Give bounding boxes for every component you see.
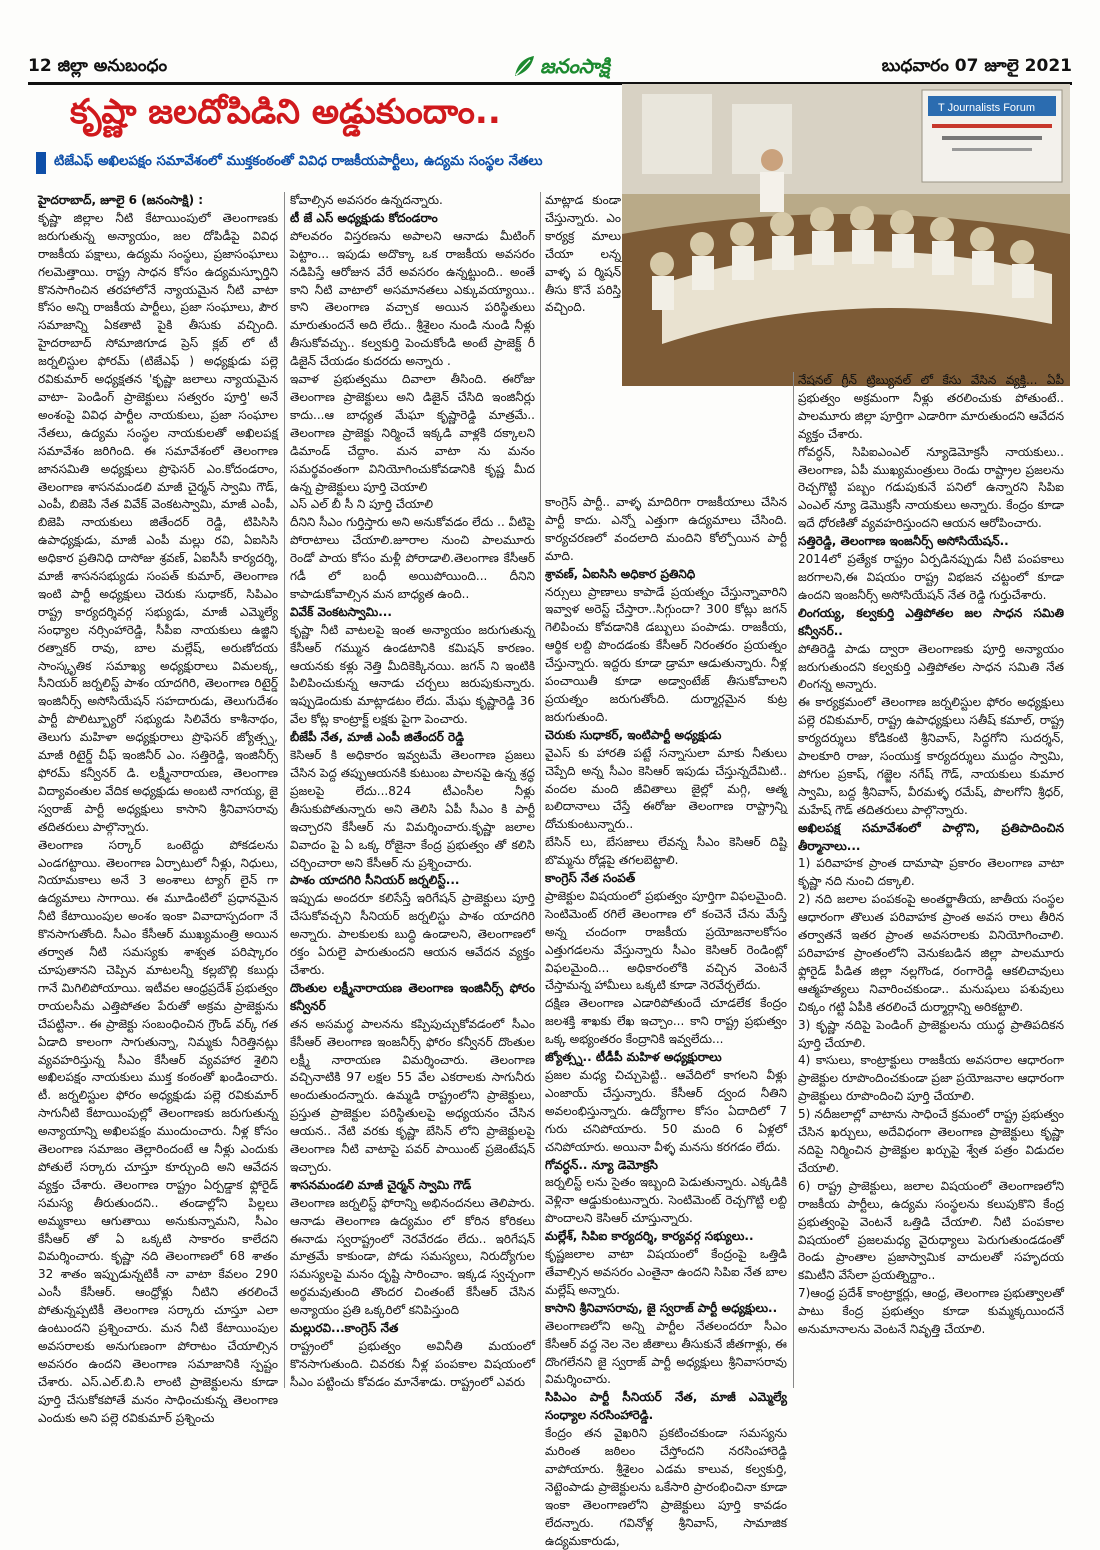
section-heading: హైదరాబాద్, జూలై 6 (జనంసాక్షి) :: [38, 193, 204, 207]
section-heading: లింగయ్య, కల్వకుర్తి ఎత్తిపోతల జల సాధన సమితి కన్వీనర్..: [798, 605, 1064, 638]
column-3: [545, 494, 787, 1548]
paragraph: ఇవాళ ప్రభుత్వము దివాలా తీసింది. ఈరోజు తెలంగాణ ప్రాజెక్టులు అని డిజైన్ చేసిది ఇంజినీర్లు కాదు...ఆ బాధ్యత మేఘా కృష్ణారెడ్డి మాత్రమే.. తెలంగాణ ప్రాజెక్టు నిర్మించే ఇక్కడి వాళ్లకి దక్కాలని డిమాండ్ చేద్దాం. మన వాటా ను మనం సమర్థవంతంగా వినియోగించుకోవడానికి కృష్ణ మీద ఉన్న ప్రాజెక్టులు పూర్తి చెయాలి: [290, 372, 535, 494]
section-heading: దొంతుల లక్ష్మీనారాయణ తెలంగాణ ఇంజినీర్స్ ఫోరం కన్వీనర్: [290, 980, 535, 1013]
column-divider: [284, 192, 285, 1388]
paragraph: కోవాల్సిన అవసరం ఉన్నదన్నారు.: [290, 193, 443, 207]
paragraph: తెలంగాణ సర్కార్ ఒంటెద్దు పోకడలను ఎండగట్టాయి. తెలంగాణ ఏర్పాటులో నీళ్లు, నిధులు, నియామకాలు అనే 3 అంశాలు ట్యాగ్ లైన్ గా ఉద్యమాలు సాగాయి. ఈ మూడింటిలో ప్రధానమైన నీటి కేటాయింపుల అంశం ఇంకా వివాదాస్పదంగా నే కొనసాగుతోంది. సీఎం కేసీఆర్ ముఖ్యమంత్రి అయిన తర్వాత నీటి సమస్యకు శాశ్వత పరిష్కారం చూపుతానని చెప్పిన మాటలన్నీ కల్లబొల్లి కబుర్లు గానే మిగిలిపోయాయి. ఇటీవల ఆంధ్రప్రదేశ్ ప్రభుత్వం రాయలసీమ ఎత్తిపోతల పేరుతో అక్రమ ప్రాజెక్టును చేపట్టినా.. ఈ ప్రాజెక్టు సంబంధించిన గ్రౌండ్ వర్క్ గత ఏడాది కాలంగా సాగుతున్నా, నిమ్మకు నీరెత్తినట్లు వ్యవహరిస్తున్న సీఎం కేసీఆర్ వ్యవహార శైలిని అఖిలపక్షం నాయకులు ముక్త కంఠంతో ఖండించారు. టీ. జర్నలిస్టుల ఫోరం అధ్యక్షుడు పల్లె రవికుమార్ సాగునీటి కేటాయింపుల్లో తెలంగాణకు జరుగుతున్న అన్యాయాన్ని అఖిలపక్షం ముందుంచారు. నీళ్ల కోసం తెలంగాణ సమాజం తెల్లారిందంటే ఆ నీళ్లు ఎందుకు పోతులే సర్కారు చూస్తూ కూర్చుంది అని ఆవేదన వ్యక్తం చేశారు. తెలంగాణ రాష్ట్రం ఏర్పడ్డాక ఫ్లోరైడ్ సమస్య తీరుతుందని.. తండాల్లోని పిల్లలు అమ్మకాలు ఆగుతాయి అనుకున్నామని, సీఎం కేసీఆర్ తో ఏ ఒక్కటి సాకారం కాలేదని విమర్శించారు. కృష్ణా నది తెలంగాణలో 68 శాతం 32 శాతం ఇప్పుడున్నటికీ నా వాటా కేవలం 290 ఎంసీ కేసీఆర్. ఆంధ్రోళ్లు నీటిని తరలించే పోతున్నప్పటికీ తెలంగాణ సర్కారు చూస్తూ ఎలా ఉంటుందని ప్రశ్నించారు. మన నీటి కేటాయింపుల అవసరాలకు అనుగుణంగా పోరాటం చేయాల్సిన అవసరం ఉందని తెలంగాణ సమాజానికి స్పష్టం చేశారు. ఎస్.ఎల్.బి.సి లాంటి ప్రాజెక్టులను కూడా పూర్తి చేసుకోకపోతే మనం సాధించుకున్న తెలంగాణ ఎందుకు అని పల్లె రవికుమార్ ప్రశ్నించు: [38, 837, 278, 1425]
paragraph: 5) నదీజలాల్లో వాటాను సాధించే క్రమంలో రాష్ట్ర ప్రభుత్వం చేసిన ఖర్చులు, అదేవిధంగా తెలంగాణ ప్రాజెక్టులు కృష్ణా నదిపై నిర్మించిన ప్రాజెక్టుల ఖర్చుపై శ్వేత పత్రం విడుదల చేయాలి.: [798, 1107, 1064, 1175]
paragraph: కృష్ణజలాల వాటా విషయంలో కేంద్రంపై ఒత్తిడి తేవాల్సిన అవసరం ఎంతైనా ఉందని సిపిఐ నేత బాల మల్లేష్ అన్నారు.: [545, 1247, 787, 1297]
section-heading: వివేక్ వెంకటస్వామి...: [290, 604, 392, 619]
section-heading: టీ జే ఎస్ అధ్యక్షుడు కోదండరాం: [290, 210, 438, 225]
subhead-marker: [36, 152, 46, 174]
masthead-logo: [512, 52, 662, 80]
column-2: [290, 192, 535, 1388]
meeting-photo-illustration: [622, 84, 1070, 386]
paragraph: కృష్ణా జిల్లాల నీటి కేటాయింపులో తెలంగాణకు జరుగుతున్న అన్యాయం, జల దోపిడీపై వివిధ రాజకీయ పక్షాలు, ఉద్యమ సంస్థలు, ప్రజాసంఘాలు గలమెత్తాయి. రాష్ట్ర సాధన కోసం ఉద్యమస్ఫూర్తిని కొనసాగించిన తరహాలోనే న్యాయమైన నీటి వాటా కోసం అన్ని రాజకీయ పార్టీలు, ప్రజా సంఘాలు, పౌర సమాజాన్ని ఏకతాటి పైకి తీసుకు వచ్చింది. హైదరాబాద్ సోమాజిగూడ ప్రెస్ క్లబ్ లో టీ జర్నలిస్టుల ఫోరమ్ (టిజేఎఫ్ ) అధ్యక్షుడు పల్లె రవికుమార్ అధ్యక్షతన 'కృష్ణా జలాలు న్యాయమైన వాటా- పెండింగ్ ప్రాజెక్టులు సత్వరం పూర్తి' అనే అంశంపై వివిధ పార్టీల నాయకులు, ప్రజా సంఘాల నేతలు, ఉద్యమ సంస్థల నాయకులతో అఖిలపక్ష సమావేశం జరిగింది. ఈ సమావేశంలో తెలంగాణ జానసమితి అధ్యక్షులు ప్రొఫెసర్ ఎం.కోదండరాం, తెలంగాణ శాసనమండలి మాజీ చైర్మన్ స్వామి గౌడ్, ఎంపీ, బిజెపి నేత వివేక్ వెంకటస్వామి, మాజీ ఎంపీ, బిజెపి నాయకులు జితేందర్ రెడ్డి, టిపిసిసి ఉపాధ్యక్షుడు, మాజీ ఎంపీ మల్లు రవి, ఏఐసిసి అధికార ప్రతినిధి దాసోజు శ్రవణ్, ఏఐసీసీ కార్యదర్శి, మాజీ శాసనసభ్యుడు సంపత్ కుమార్, తెలంగాణ ఇంటి పార్టీ అధ్యక్షులు చెరుకు సుధాకర్, సిపిఎం రాష్ట్ర కార్యదర్శివర్గ సభ్యుడు, మాజీ ఎమ్మెల్యే సంధ్యాల నర్సింహారెడ్డి, సీపీఐ నాయకులు ఉజ్జిని రత్నాకర్ రావు, బాల మల్లేష్, అరుణోదయ సాంస్కృతిక సమాఖ్య అధ్యక్షురాలు విమలక్క, సీనియర్ జర్నలిస్ట్ పాశం యాదగిరి, తెలంగాణ రిటైర్డ్ ఇంజినీర్స్ అసోసియేషన్ సహదారుడు, తెలుగుదేశం పార్టీ పొలిట్బ్యూరో సభ్యుడు సిలివేరు కాశీనాథం, తెలుగు మహిళా అధ్యక్షురాలు ప్రొఫెసర్ జ్యోత్స్న, మాజీ రిటైర్డ్ చీఫ్ ఇంజినీర్ ఎం. సత్తిరెడ్డి, ఇంజినీర్స్ ఫోరమ్ కన్వీనర్ డి. లక్ష్మీనారాయణ, తెలంగాణ విద్యావంతుల వేదిక అధ్యక్షుడు అంబటి నాగయ్య, జై స్వరాజ్ పార్టీ అధ్యక్షులు కాసాని శ్రీనివాసరావు తదితరులు పాల్గొన్నారు.: [38, 210, 278, 834]
section-heading: సిపిఎం పార్టీ సీనియర్ నేత, మాజీ ఎమ్మెల్యే సంధ్యాల నరసింహారెడ్డి.: [545, 1390, 787, 1423]
paragraph: నర్సులు ప్రాణాలు కాపాడే ప్రయత్నం చేస్తున్నావారిని ఇవ్వాళ అరెస్ట్ చేస్తారా..సిగ్గుందా? 300 కోట్లు జగన్ గెలిపించు కోవడానికి డబ్బులు పంపాడు. రాజకీయ, ఆర్థిక లబ్ది పొందడంకు కేసీఆర్ నిరంతరం ప్రయత్నం చేస్తున్నారు. ఇద్దరు కూడా డ్రామా ఆడుతున్నారు. నీళ్ల పంచాయితీ కూడా అడ్వాంటేజ్ తీసుకోవాలని ప్రయత్నం జరుగుతోంది. దుర్మార్గమైన కుట్ర జరుగుతుంది.: [545, 584, 787, 724]
paragraph: కెసిఆర్ కి అధికారం ఇవ్వటమే తెలంగాణ ప్రజలు చేసిన పెద్ద తప్పుఆయనకి కుటుంబ పాలనపై ఉన్న శ్రద్ధ ప్రజలపై లేదు...824 టీఎంసీల నీళ్లు తీసుకుపోతున్నారు అని తెలిసి ఏపీ సీఎం కి పార్టీ ఇచ్చారని కేసీఆర్ ను విమర్శించారు.కృష్ణా జలాల వివాదం పై ఏ ఒక్క రోజైనా కేంద్ర ప్రభుత్వం తో కలిసి చర్చించారా అని కేసీఆర్ ను ప్రశ్నించారు.: [290, 748, 535, 870]
leaf-logo-icon: [512, 54, 536, 78]
paragraph: బేసిన్ లు, బేసజాలు లేవన్న సీఎం కెసిఆర్ దిష్టి బొమ్మను రోడ్లపై తగలబెట్టాలి.: [545, 835, 787, 868]
paragraph: గోవర్ధన్, సిపిఐఎంఎల్ న్యూడెమోక్రసీ నాయకులు.. తెలంగాణ, ఏపీ ముఖ్యమంత్రులు రెండు రాష్ట్రాల ప్రజలను రెచ్చగొట్టి పబ్బం గడుపుకునే పనిలో ఉన్నారని సిపిఐ ఎంఎల్ న్యూ డెమొక్రసీ నాయకులు అన్నారు. కేంద్రం కూడా ఇదే ధోరణితో వ్యవహరిస్తుందని ఆయన ఆరోపించారు.: [798, 444, 1064, 531]
paragraph: మాట్లాడ కుండా చేస్తున్నారు. ఎం కార్యక్ర మాలు చేయా లన్న వాళ్ళ ప ర్మిషన్ తీసు కొనే పరిస్తి వచ్చింది.: [545, 193, 621, 315]
paragraph: ప్రజల మధ్య చిచ్చుపెట్టి.. ఆవేదిలో కాగలని వీళ్లు ఎంజాయ్ చేస్తున్నారు. కేసీఆర్ ద్వంద నీతిని అవలంభిస్తున్నారు. ఉద్యోగాల కోసం ఏదాదిలో 7 గురు చనిపోయారు. 50 మంది 6 ఏళ్లలో చనిపోయారు. అయినా వీళ్ళ మనసు కరగడం లేదు.: [545, 1068, 787, 1154]
paragraph: తెలంగాణ జర్నలిస్ట్ ఫోరాన్ని అభినందనలు తెలిపారు. ఆనాడు తెలంగాణ ఉద్యమం లో కోరిన కోరికలు ఈనాడు స్వరాష్ట్రంలో నెరవేరడం లేదు.. ఇరిగేషన్ మాత్రమే కాకుండా, పోడు సమస్యలు, నిరుద్యోగుల సమస్యలపై మనం దృష్టి సారించాం. ఇక్కడ స్వచ్చంగా అర్థమవుతుంది తొందర చింతంటే కేసీఆర్ చేసిన అన్యాయం ప్రతి ఒక్కరిలో కనిపిస్తుంది: [290, 1195, 535, 1318]
paper-name: జనంసాక్షి: [540, 54, 610, 78]
paragraph: 2) నది జలాల పంపకంపై అంతర్జాతీయ, జాతీయ సంస్థల ఆధారంగా తొలుత పరివాహక ప్రాంత అవస రాలు తీరిన తర్వాతనే ఇతర ప్రాంత అవసరాలకు వినియోగించాలి. పరివాహక ప్రాంతంలోని వెనుకబడిన జిల్లా పాలమూరు ఫ్లోరైడ్ పీడిత జిల్లా నల్లగొండ, రంగారెడ్డి ఆకలిచావులు ఆత్మహత్యలు నివారించకుండా.. మనుషులు పశువులు చిక్కం గట్టి ఏపీకి తరలించే దుర్మార్గాన్ని అరికట్టాలి.: [798, 892, 1064, 1014]
meeting-photo: [622, 84, 1070, 386]
paragraph: ఈ కార్యక్రమంలో తెలంగాణ జర్నలిస్టుల ఫోరం అధ్యక్షులు పల్లె రవికుమార్, రాష్ట్ర ఉపాధ్యక్షులు సతీష్ కమాల్, రాష్ట్ర కార్యదర్శులు కోడికంటి శ్రీనివాస్, సిద్ధగోని సుదర్శన్, పాలకూరి రాజు, సంయుక్త కార్యదర్శులు ముద్దం స్వామి, పోగుల ప్రకాష్, గజ్జెల నగేష్ గౌడ్, నాయకులు కుమార స్వామి, బద్ద శ్రీనివాస్, వీరమళ్ళ రమేష్, పొలగోని శ్రీధర్, మహేష్ గౌడ్ తదితరులు పాల్గొన్నారు.: [798, 695, 1064, 817]
section-heading: పాశం యాదగిరి సీనియర్ జర్నలిస్ట్...: [290, 873, 460, 888]
paragraph: వైఎస్ కు హారతి పట్టే సన్నాసులా మాకు నీతులు చెప్పేది అన్న సీఎం కెసిఆర్ ఇపుడు చేస్తున్నదేమిటి.. వందల మంది జీవితాలు జైల్లో మగ్గి, ఆత్మ బలిదానాలు చేస్తే ఈరోజు తెలంగాణ రాష్ట్రాన్ని దోచుకుంటున్నారు..: [545, 745, 787, 832]
paragraph: పోలవరం విస్తరణను అపాలని ఆనాడు మీటింగ్ పెట్టాం... ఇపుడు అదొక్కా ఒక రాజకీయ అవసరం నడిపిస్తే ఆరోజున వేరే అవసరం ఉన్నట్టుంది.. అంతే కాని నీటి వాటాలో అసమానతలు ఎక్కువయ్యాయి.. కాని తెలంగాణ వచ్చాక అయిన పరిస్థితులు మారుతుందనే అది లేదు.. శ్రీశైలం నుండి నుండి నీళ్లు తీసుకోవచ్చు.. కల్వకుర్తి పెంచుకోండి అంటే ప్రాజెక్ట్ రీ డిజైన్ చేయడం కుదరదు అన్నారు .: [290, 228, 535, 369]
paragraph: కాంగ్రెస్ పార్టీ.. వాళ్ళ మాదిరిగా రాజకీయాలు చేసిన పార్టీ కాదు. ఎన్నో ఎత్తుగా ఉద్యమాలు చేసింది. కార్యచరణలో వందలాది మందిని కోల్పోయిన పార్టీ మాది.: [545, 495, 787, 563]
column-4: [798, 372, 1064, 1388]
section-heading: చెరుకు సుధాకర్, ఇంటిపార్టీ అధ్యక్షుడు: [545, 727, 722, 742]
paragraph: జర్నలిస్ట్ లను సైతం ఇబ్బంది పెడుతున్నారు. ఎక్కడికి వెళ్లినా ఆడ్డుకుంటున్నారు. సెంటిమెంట్ రెచ్చగొట్టి లబ్ది పొందాలని కెసిఆర్ చూస్తున్నారు.: [545, 1175, 787, 1226]
paragraph: ప్రాజెక్టుల విషయంలో ప్రభుత్వం పూర్తిగా విఫలమైంది. సెంటిమెంట్ రగిలే తెలంగాణ లో కంచెనే చేను మేస్తే అన్న చందంగా రాజకీయ ప్రయోజనాలకోసం ఎత్తుగడలను వేస్తున్నారు సీఎం కెసిఆర్ రెండింట్లో విఫలమైంది... అధికారంలోకి వచ్చిన వెంటనే చేస్తామన్న హామీలు ఒక్కటి కూడా నెరవేర్చలేదు.: [545, 888, 787, 993]
paragraph: 3) కృష్ణా నదిపై పెండింగ్ ప్రాజెక్టులను యుద్ధ ప్రాతిపదికన పూర్తి చేయాలి.: [798, 1017, 1064, 1050]
section-heading: కాంగ్రెస్ నేత సంపత్: [545, 871, 636, 886]
paragraph: 4) కాసులు, కాంట్రాక్టులు రాజకీయ అవసరాల ఆధారంగా ప్రాజెక్టుల రూపొందించకుండా ప్రజా ప్రయోజనాల ఆధారంగా ప్రాజెక్టులు రూపొందించి పూర్తి చేయాలి.: [798, 1053, 1064, 1104]
page-header: [28, 52, 1072, 85]
paragraph: నేషనల్ గ్రీన్ ట్రిబ్యునల్ లో కేసు వేసిన వ్యక్తి... ఏపీ ప్రభుత్వం అక్రమంగా నీళ్లు తరలించుకు పోతుంటే.. పాలమూరు జిల్లా పూర్తిగా ఎడారిగా మారుతుందని ఆవేదన వ్యక్తం చేశారు.: [798, 373, 1064, 441]
section-heading: జ్యోత్స్న.. టీడీపీ మహిళ అధ్యక్షురాలు: [545, 1050, 722, 1065]
paragraph: ఇప్పుడు అందరూ కలిసేస్తే ఇరిగేషన్ ప్రాజెక్టులు పూర్తి చేసుకోవచ్చని సీనియర్ జర్నలిస్టు పాశం యాదగిరి అన్నారు. పాలకులకు బుద్ధి ఉండాలని, తెలంగాణలో రక్తం ఏరులై పారుతుందని ఆయన ఆవేదన వ్యక్తం చేశారు.: [290, 891, 535, 977]
paragraph: దక్షిణ తెలంగాణ ఎడారిపోతుందే చూడలేక కేంద్రం జలశక్తి శాఖకు లేఖ ఇచ్చాం... కాని రాష్ట్ర ప్రభుత్వం ఒక్క అభ్యంతరం కేంద్రానికి ఇవ్వలేదు...: [545, 996, 787, 1047]
section-heading: శ్రావణ్, ఏఐసిసి అధికార ప్రతినిధి: [545, 566, 696, 581]
article-subheadline: టిజేఎఫ్ అఖిలపక్షం సమావేశంలో ముక్తకంఠంతో వివిధ రాజకీయపార్టీలు, ఉద్యమ సంస్థల నేతలు: [54, 154, 543, 169]
section-heading: మల్లేశ్, సిపిఐ కార్యదర్శి, కార్యవర్గ సభ్యులు..: [545, 1229, 754, 1244]
section-heading: అఖిలపక్ష సమావేశంలో పాల్గొని, ప్రతిపాదించిన తీర్మానాలు...: [798, 820, 1064, 853]
section-heading: సత్తిరెడ్డి, తెలంగాణ ఇంజనీర్స్ అసోసియేషన్..: [798, 534, 1009, 549]
paragraph: 7)ఆంధ్ర ప్రదేశ్ కాంట్రాక్టర్లు, ఆంధ్ర, తెలంగాణ ప్రభుత్వాలతో పాటు కేంద్ర ప్రభుత్వం కూడా కుమ్మక్కయిందనే అనుమానాలను వెంటనే నివృత్తి చేయాలి.: [798, 1286, 1064, 1337]
column-3-top: [545, 192, 621, 492]
paragraph: తన అసమర్థ పాలనను కప్పిపుచ్చుకోవడంలో సీఎం కేసీఆర్ తెలంగాణ ఇంజనీర్స్ ఫోరం కన్వీనర్ దొంతుల లక్ష్మీ నారాయణ విమర్శించారు. తెలంగాణ వచ్చినాటికి 97 లక్షల 55 వేల ఎకరాలకు సాగునీరు అందుతుందన్నారు. ఉమ్మడి రాష్ట్రంలోని ప్రాజెక్టులు, ప్రస్తుత ప్రాజెక్టుల పరిస్థితులపై అధ్యయనం చేసిన ఆయన.. నేటి వరకు కృష్ణా బేసిన్ లోని ప్రాజెక్టులపై తెలంగాణ నీటి వాటాపై పవర్ పాయింట్ ప్రజెంటేషన్ ఇచ్చారు.: [290, 1016, 535, 1174]
issue-date: బుధవారం 07 జూలై 2021: [881, 56, 1072, 76]
column-divider: [540, 192, 541, 1388]
paragraph: దీనిని సీఎం గుర్తిస్తారు అని అనుకోవడం లేదు .. వీటిపై పోరాటాలు చేయాలి.జూరాల నుంచి పాలమూరు రెండో పాయ కోసం మళ్లీ పోరాడాలి.తెలంగాణ కేసీఆర్ గడీ లో బంధీ అయిపోయింది... దీనిని కాపాడుకోవాల్సిన మన బాధ్యత ఉంది..: [290, 515, 535, 601]
paragraph: 1) పరివాహక ప్రాంత దామాషా ప్రకారం తెలంగాణ వాటా కృష్ణా నది నుంచి దక్కాలి.: [798, 856, 1064, 889]
page-label: 12 జిల్లా అనుబంధం: [28, 56, 168, 76]
section-heading: కాసాని శ్రీనివాసరావు, జై స్వరాజ్ పార్టీ అధ్యక్షులు..: [545, 1300, 778, 1315]
section-heading: బీజేపీ నేత, మాజీ ఎంపీ జితేందర్ రెడ్డి: [290, 730, 465, 745]
column-divider: [793, 372, 794, 1388]
photo-banner-text: T Journalists Forum: [938, 102, 1035, 114]
paragraph: కేంద్రం తన వైఖరిని ప్రకటించకుండా సమస్యను మరింత జఠిలం చేస్తోందని నరసింహారెడ్డి వాపోయారు. శ్రీశైలం ఎడమ కాలువ, కల్వకుర్తి, నెట్టెంపాడు ప్రాజెక్టులను ఒకేసారి ప్రారంభించినా కూడా ఇంకా తెలంగాణలోని ప్రాజెక్టులు పూర్తి కావడం లేదన్నారు. గవినోళ్ల శ్రీనివాస్, సామాజిక ఉద్యమకారుడు,: [545, 1426, 787, 1548]
paragraph: రాష్ట్రంలో ప్రభుత్వం అవినీతి మయంలో కొనసాగుతుంది. చివరకు నీళ్ల పంపకాల విషయంలో సీఎం పట్టించు కోవడం మానేశాడు. రాష్ట్రంలో ఎవరు: [290, 1339, 535, 1389]
section-heading: శాసనమండలి మాజీ చైర్మన్ స్వామి గౌడ్: [290, 1177, 472, 1192]
paragraph: 6) రాష్ట్ర ప్రాజెక్టులు, జలాల విషయంలో తెలంగాణలోని రాజకీయ పార్టీలు, ఉద్యమ సంస్థలను కలుపుకొని కేంద్ర ప్రభుత్వంపై వెంటనే ఒత్తిడి చేయాలి. నీటి పంపకాల విషయంలో ప్రజలమధ్య వైరుధ్యాలు పెరుగుతుండడంతో రెండు ప్రాంతాల ప్రజాస్వామిక వాదులతో సహృదయ కమిటీని వేసేలా ప్రయత్నిద్దాం..: [798, 1178, 1064, 1283]
paragraph: పోతిరెడ్డి పాడు ద్వారా తెలంగాణకు పూర్తి అన్యాయం జరుగుతుందని కల్వకుర్తి ఎత్తిపోతల సాధన సమితి నేత లింగన్న అన్నారు.: [798, 641, 1064, 692]
section-heading: మల్లురవి...కాంగ్రెస్ నేత: [290, 1321, 399, 1336]
section-heading: గోవర్ధన్.. న్యూ డెమోక్రసి: [545, 1157, 658, 1172]
paragraph: 2014లో ప్రత్యేక రాష్ట్రం ఏర్పడినప్పుడు నీటి పంపకాలు జరగాలని,ఈ విషయం రాష్ట్ర విభజన చట్టంలో కూడా ఉందని ఇంజనీర్స్ అసోసియేషన్ నేత రెడ్డి గుర్తుచేశారు.: [798, 552, 1064, 602]
paragraph: ఎస్ ఎల్ బీ సీ ని పూర్తి చేయాలి: [290, 497, 434, 512]
article-headline: కృష్ణా జలదోపిడిని అడ్డుకుందాం..: [70, 92, 501, 132]
paragraph: తెలంగాణలోని అన్ని పార్టీల నేతలందరూ సీఎం కేసీఆర్ వద్ద నెల నెల జీతాలు తీసుకునే జీతగాళ్లు, ఈ దొంగలేనని జై స్వరాజ్ పార్టీ అధ్యక్షులు శ్రీనివాసరావు విమర్శించారు.: [545, 1318, 787, 1387]
paragraph: కృష్ణా నీటి వాటలపై ఇంత అన్యాయం జరుగుతున్న కేసీఆర్ గమ్మున ఉండటానికి కమిషన్ కారణం. ఆయనకు కళ్లు నెత్తి మీదికెక్కినయి. జగన్ ని ఇంటికి పిలిపించుకున్న ఆనాడు చర్చలు జరుపుకున్నారు. ఇప్పుడెందుకు మాట్లాడటం లేదు. మేఘ కృష్ణారెడ్డి 36 వేల కోట్ల కాంట్రాక్ట్ లక్షకు పైగా పెంచారు.: [290, 622, 535, 727]
column-1: [38, 192, 278, 1425]
